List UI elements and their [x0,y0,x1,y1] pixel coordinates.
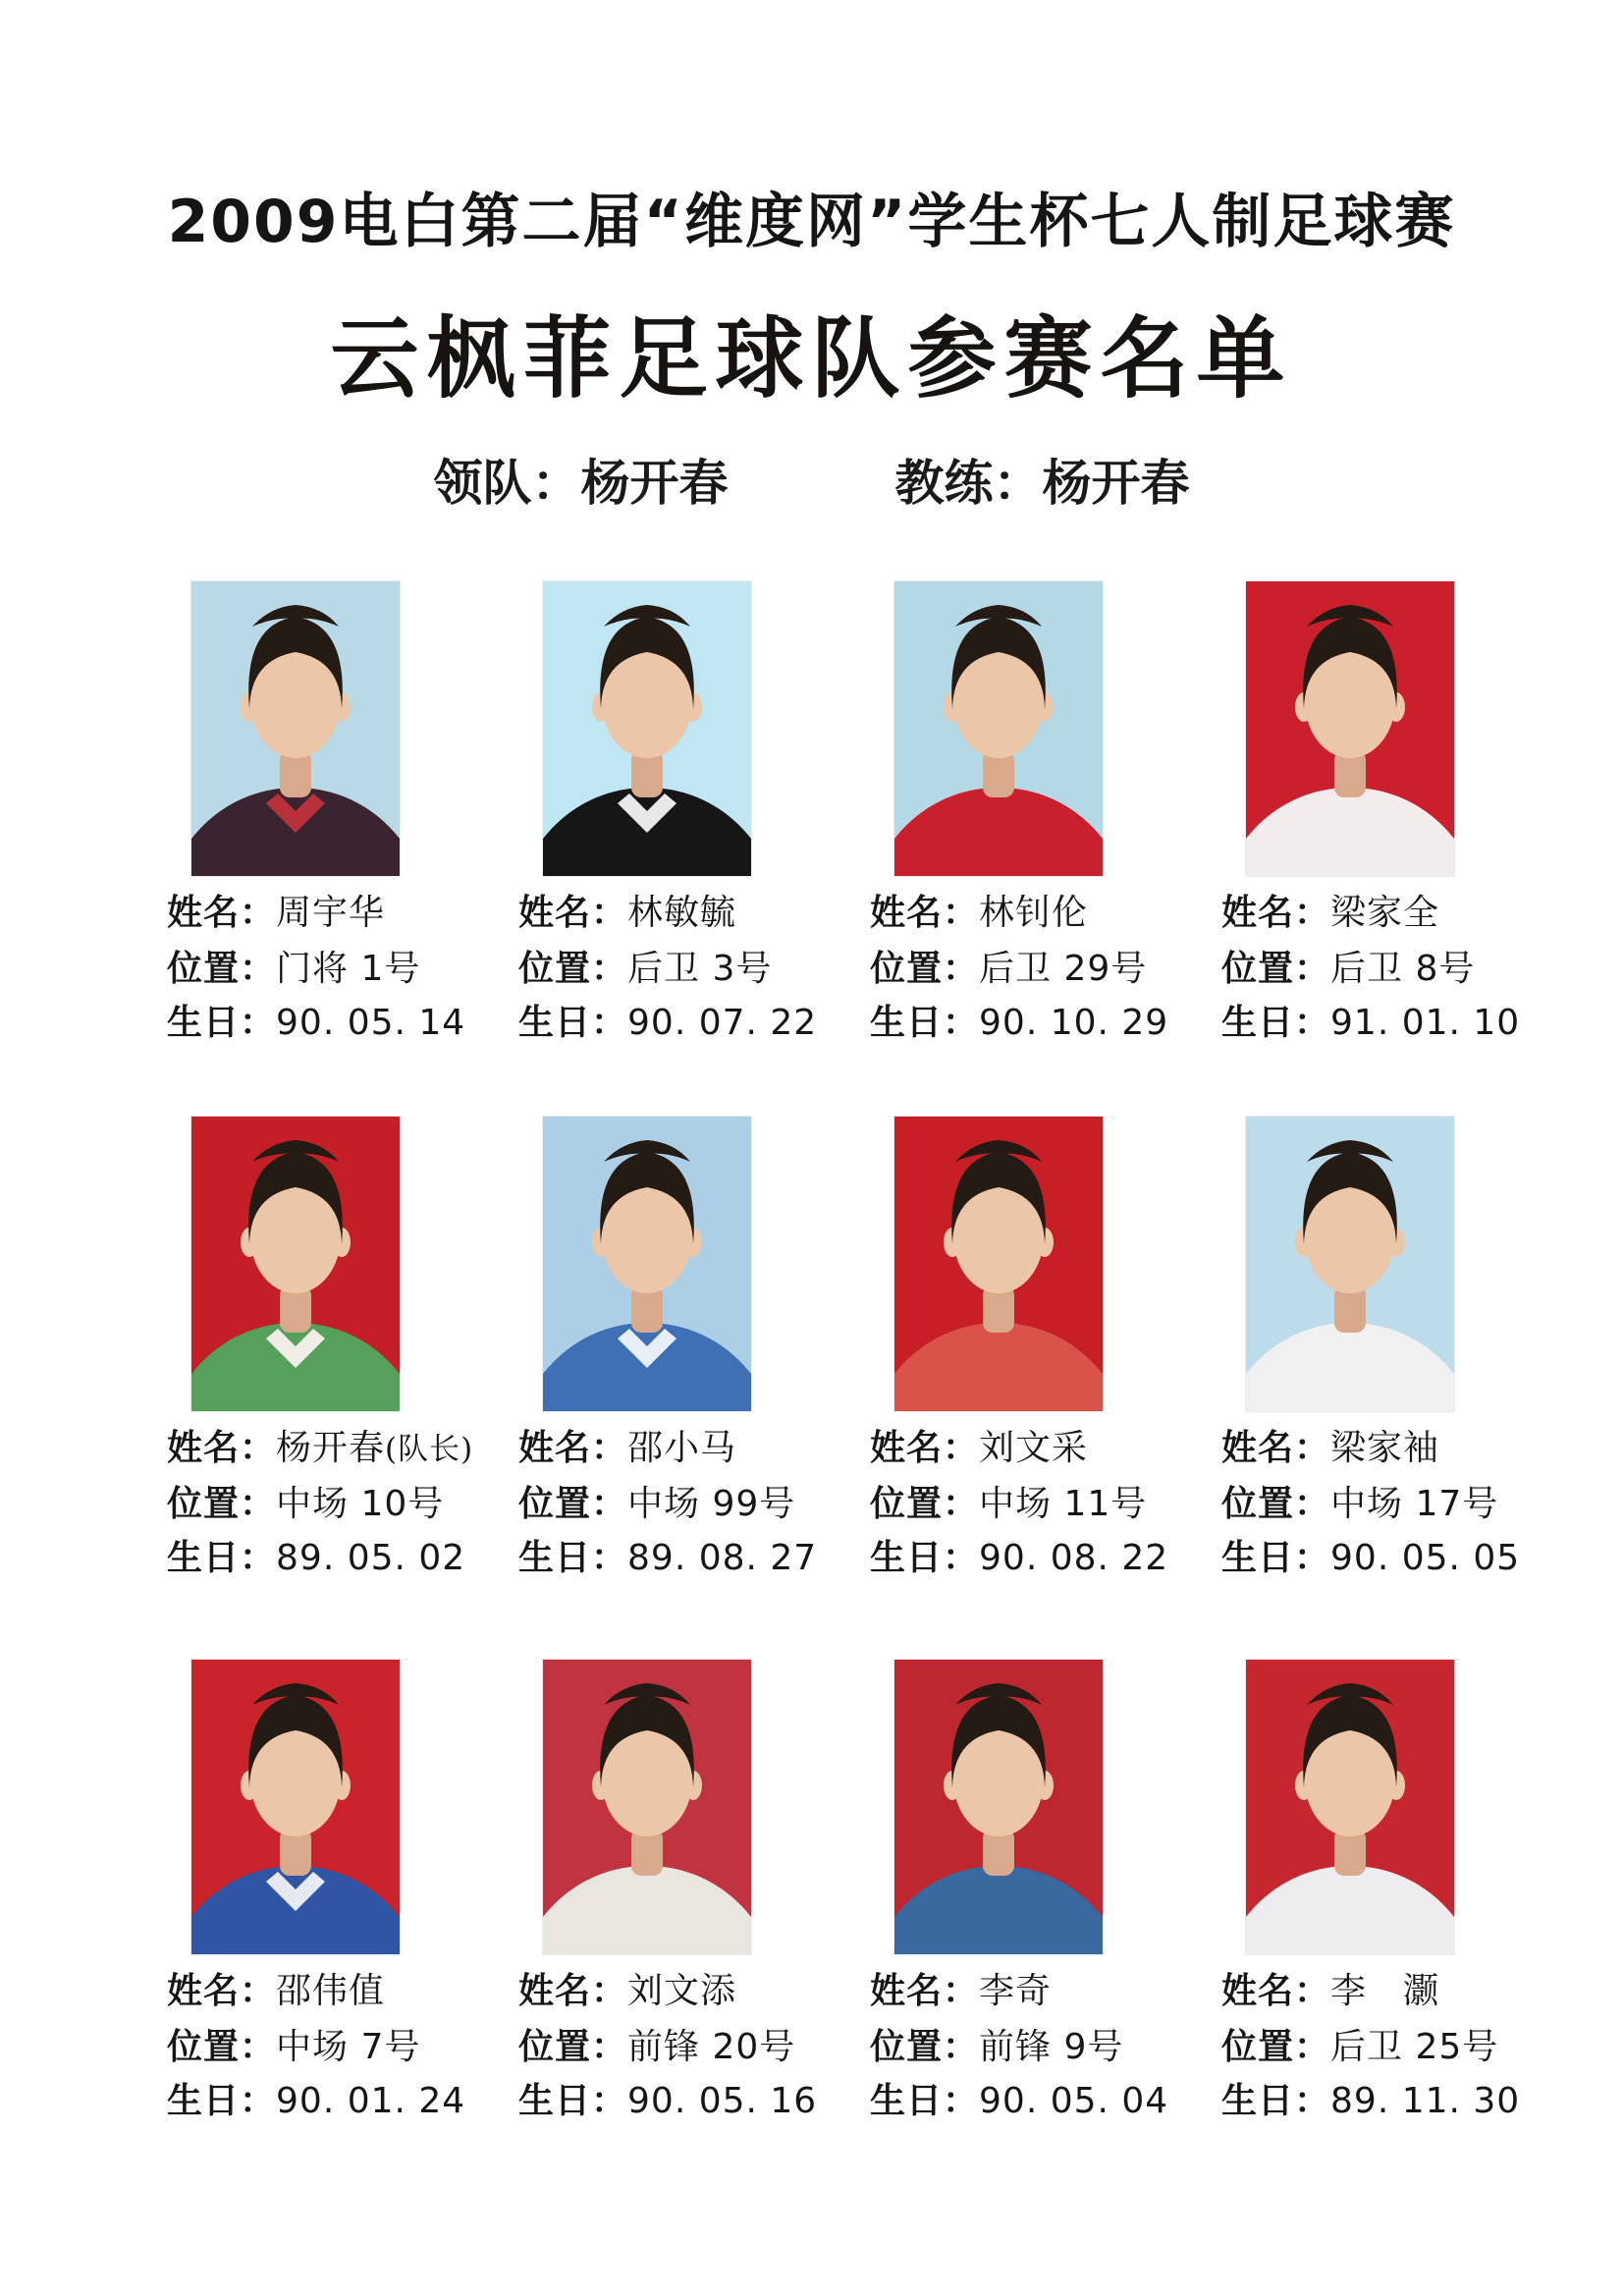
player-name-line [518,886,813,942]
player-portrait-placeholder [191,581,400,876]
player-birthday-line [167,2074,466,2128]
player-photo [894,1117,1103,1411]
birthday-field-label: 生日： [870,2081,980,2121]
player-card [167,581,466,1050]
player-photo [191,581,400,876]
player-name-line [167,1964,461,2020]
position-field-label: 位置： [518,1484,628,1524]
player-position-line [167,2020,461,2074]
player-birthday-line [518,1531,818,1585]
player-name-line [1221,886,1516,942]
player-birthday-value: 90. 05. 05 [1330,1538,1521,1578]
player-birthday-line [1221,2074,1521,2128]
player-birthday-value: 90. 07. 22 [627,1003,818,1043]
player-name-value: 刘文添 [627,1971,737,2011]
player-position-value: 中场 7号 [276,2027,421,2067]
birthday-field-label: 生日： [518,1538,628,1578]
player-name-line [167,886,461,942]
player-name-value: 梁家袖 [1330,1428,1440,1468]
player-info [1221,1964,1521,2128]
player-position-value: 后卫 29号 [979,949,1148,989]
player-info [870,1421,1169,1585]
player-position-line [167,942,461,996]
position-field-label: 位置： [1221,1484,1331,1524]
player-card [167,1117,474,1585]
player-position-line [1221,942,1516,996]
player-portrait-placeholder [894,1660,1103,1954]
name-field-label: 姓名： [1221,1971,1331,2011]
name-field-label: 姓名： [1221,893,1331,933]
player-card [518,581,818,1050]
player-photo [1246,581,1454,876]
player-portrait-placeholder [543,581,751,876]
player-portrait-placeholder [894,581,1103,876]
player-birthday-line [518,996,818,1050]
team-coach-name: 杨开春 [1042,455,1190,512]
player-position-value: 中场 11号 [979,1484,1148,1524]
position-field-label: 位置： [1221,2027,1331,2067]
player-card [518,1117,818,1585]
player-birthday-line [870,996,1169,1050]
player-position-line [518,1477,813,1531]
player-birthday-line [167,1531,466,1585]
player-card [518,1660,818,2128]
player-info [167,886,466,1050]
birthday-field-label: 生日： [1221,1538,1331,1578]
player-card [1221,1117,1521,1585]
team-leader-label: 领队： [433,455,581,512]
player-card [167,1660,466,2128]
player-info [870,886,1169,1050]
player-portrait-placeholder [191,1117,400,1411]
name-field-label: 姓名： [167,1428,277,1468]
player-birthday-value: 89. 11. 30 [1330,2081,1521,2121]
position-field-label: 位置： [518,2027,628,2067]
player-position-value: 后卫 8号 [1330,949,1476,989]
player-portrait-placeholder [1246,1660,1454,1954]
player-birthday-value: 89. 08. 27 [627,1538,818,1578]
player-photo [894,581,1103,876]
player-birthday-line [870,1531,1169,1585]
player-portrait-placeholder [543,1660,751,1954]
player-photo [543,1117,751,1411]
position-field-label: 位置： [518,949,628,989]
player-birthday-value: 90. 05. 04 [979,2081,1169,2121]
name-field-label: 姓名： [518,1971,628,2011]
name-field-label: 姓名： [167,1971,277,2011]
position-field-label: 位置： [870,949,980,989]
player-row-2 [167,1117,1522,1585]
player-position-line [870,2020,1164,2074]
page-title: 2009电白第二届“维度网”学生杯七人制足球赛 [167,188,1456,256]
name-field-label: 姓名： [1221,1428,1331,1468]
player-name-value: 李奇 [979,1971,1053,2011]
player-name-line [870,1964,1164,2020]
player-portrait-placeholder [894,1117,1103,1411]
player-name-value: 林敏毓 [627,893,737,933]
player-birthday-value: 90. 08. 22 [979,1538,1169,1578]
position-field-label: 位置： [1221,949,1331,989]
player-photo [543,1660,751,1954]
player-name-line [167,1421,474,1477]
player-name-value: 邵小马 [627,1428,737,1468]
player-position-line [870,1477,1164,1531]
position-field-label: 位置： [167,2027,277,2067]
player-name-line [870,886,1164,942]
player-row-1 [167,581,1522,1050]
player-birthday-value: 89. 05. 02 [276,1538,466,1578]
captain-tag: (队长) [385,1432,474,1467]
player-position-value: 前锋 9号 [979,2027,1124,2067]
player-name-line [1221,1421,1516,1477]
player-position-value: 中场 99号 [627,1484,796,1524]
player-position-value: 前锋 20号 [627,2027,796,2067]
player-info [518,886,818,1050]
player-name-value: 梁家全 [1330,893,1440,933]
team-coach-label: 教练： [894,455,1043,512]
player-photo [191,1117,400,1411]
team-leader-name: 杨开春 [580,455,729,512]
position-field-label: 位置： [870,1484,980,1524]
name-field-label: 姓名： [870,893,980,933]
player-birthday-line [1221,1531,1521,1585]
team-coach [895,444,1190,515]
player-name-value: 邵伟值 [276,1971,386,2011]
player-photo [1246,1660,1454,1954]
player-photo [543,581,751,876]
player-position-line [1221,2020,1516,2074]
player-info [1221,1421,1521,1585]
team-leader [434,444,729,515]
player-row-3 [167,1660,1522,2128]
player-birthday-value: 90. 05. 16 [627,2081,818,2121]
player-name-line [518,1421,813,1477]
name-field-label: 姓名： [518,1428,628,1468]
position-field-label: 位置： [870,2027,980,2067]
player-birthday-line [167,996,466,1050]
player-portrait-placeholder [1246,581,1454,876]
birthday-field-label: 生日： [167,2081,277,2121]
birthday-field-label: 生日： [1221,2081,1331,2121]
birthday-field-label: 生日： [167,1538,277,1578]
player-name-line [518,1964,813,2020]
birthday-field-label: 生日： [870,1003,980,1043]
player-photo [1246,1117,1454,1411]
player-info [1221,886,1521,1050]
player-photo [191,1660,400,1954]
player-position-line [518,2020,813,2074]
name-field-label: 姓名： [870,1428,980,1468]
player-birthday-value: 90. 01. 24 [276,2081,466,2121]
player-info [518,1421,818,1585]
player-position-value: 后卫 25号 [1330,2027,1499,2067]
player-portrait-placeholder [1246,1117,1454,1411]
name-field-label: 姓名： [167,893,277,933]
player-info [167,1964,466,2128]
birthday-field-label: 生日： [1221,1003,1331,1043]
player-name-line [870,1421,1164,1477]
name-field-label: 姓名： [870,1971,980,2011]
staff-line [0,444,1623,515]
birthday-field-label: 生日： [518,1003,628,1043]
team-roster-subtitle: 云枫菲足球队参赛名单 [330,306,1293,410]
player-card [1221,1660,1521,2128]
player-birthday-line [870,2074,1169,2128]
player-birthday-value: 91. 01. 10 [1330,1003,1521,1043]
position-field-label: 位置： [167,1484,277,1524]
player-position-value: 中场 10号 [276,1484,445,1524]
player-card [1221,581,1521,1050]
player-portrait-placeholder [191,1660,400,1954]
player-position-value: 后卫 3号 [627,949,773,989]
name-field-label: 姓名： [518,893,628,933]
player-position-line [1221,1477,1516,1531]
player-birthday-line [518,2074,818,2128]
player-birthday-value: 90. 10. 29 [979,1003,1169,1043]
position-field-label: 位置： [167,949,277,989]
player-name-value: 周宇华 [276,893,386,933]
player-name-value: 刘文采 [979,1428,1089,1468]
player-info [518,1964,818,2128]
player-position-line [167,1477,461,1531]
player-name-value: 林钊伦 [979,893,1089,933]
player-birthday-value: 90. 05. 14 [276,1003,466,1043]
player-position-line [518,942,813,996]
player-card [870,1660,1169,2128]
player-card [870,581,1169,1050]
player-position-line [870,942,1164,996]
birthday-field-label: 生日： [870,1538,980,1578]
player-info [870,1964,1169,2128]
player-birthday-line [1221,996,1521,1050]
player-position-value: 门将 1号 [276,949,421,989]
player-portrait-placeholder [543,1117,751,1411]
player-position-value: 中场 17号 [1330,1484,1499,1524]
player-name-value: 李 灏 [1330,1971,1440,2011]
player-name-value: 杨开春(队长) [276,1428,474,1468]
player-photo [894,1660,1103,1954]
player-card [870,1117,1169,1585]
player-info [167,1421,474,1585]
player-name-line [1221,1964,1516,2020]
birthday-field-label: 生日： [167,1003,277,1043]
birthday-field-label: 生日： [518,2081,628,2121]
